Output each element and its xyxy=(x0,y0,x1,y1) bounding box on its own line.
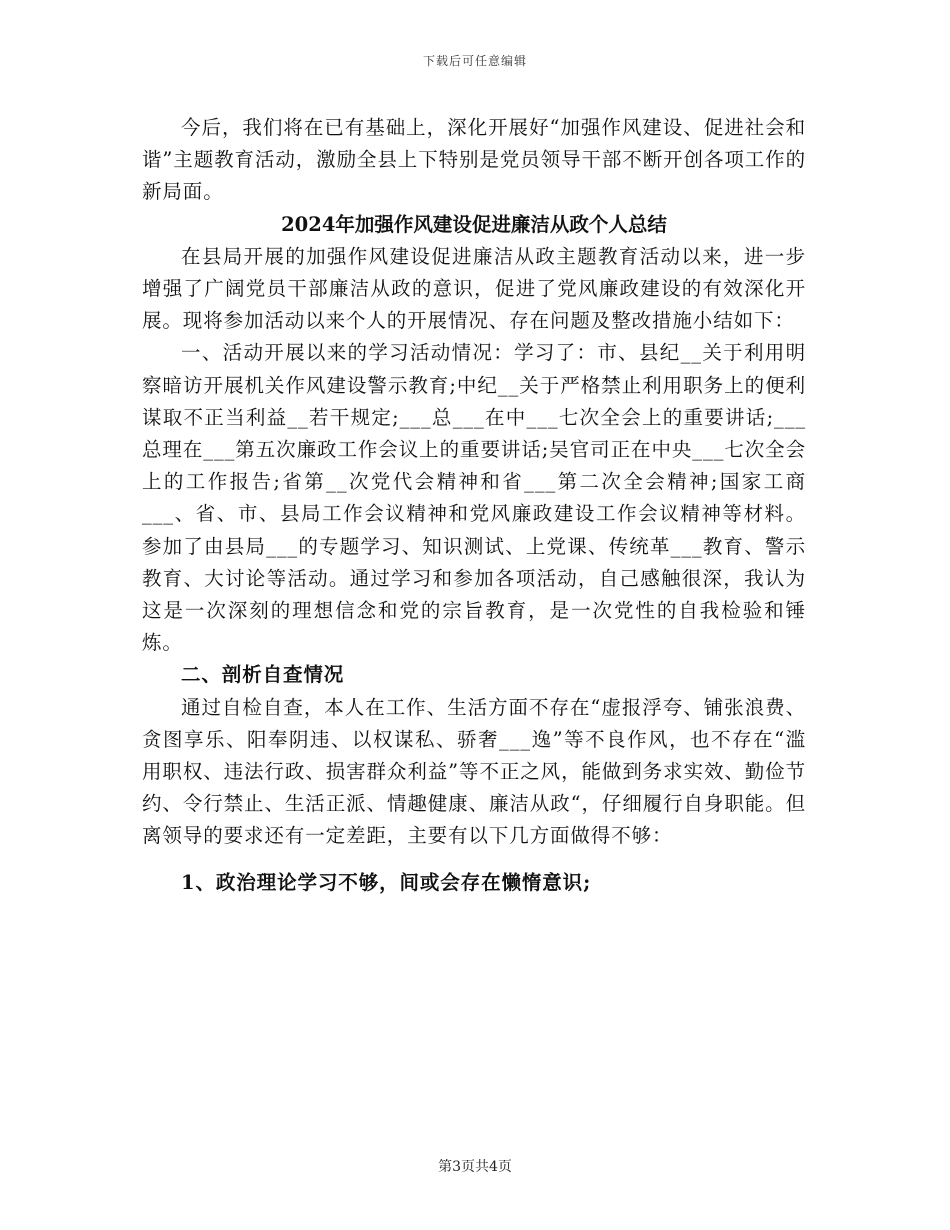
intro-paragraph: 今后，我们将在已有基础上，深化开展好“加强作风建设、促进社会和谐”主题教育活动，激励全县上下特别是党员领导干部不断开创各项工作的新局面。 xyxy=(142,116,806,204)
document-title: 2024年加强作风建设促进廉洁从政个人总结 xyxy=(281,212,667,236)
section-heading-self-inspection: 二、剖析自查情况 xyxy=(181,663,345,687)
page-header-note: 下载后可任意编辑 xyxy=(422,54,527,68)
study-activities-paragraph: 一、活动开展以来的学习活动情况：学习了：市、县纪__关于利用明察暗访开展机关作风建设警示教育;中纪__关于严格禁止利用职务上的便利谋取不正当利益__若干规定;___总___在中___七次全会上的重要讲话;___总理在___第五次廉政工作会议上的重要讲话;吴官司正在中央___七次全会上的工作报告;省第__次党代会精神和省___第二次全会精神;国家工商___、省、市、县局工作会议精神和党风廉政建设工作会议精神等材料。参加了由县局___的专题学习、知识测试、上党课、传统革___教育、警示教育、大讨论等活动。通过学习和参加各项活动，自己感触很深，我认为这是一次深刻的理想信念和党的宗旨教育，是一次党性的自我检验和锤炼。 xyxy=(142,341,806,655)
self-inspection-paragraph: 通过自检自查，本人在工作、生活方面不存在“虚报浮夸、铺张浪费、贪图享乐、阳奉阴违、以权谋私、骄奢___逸”等不良作风，也不存在“滥用职权、违法行政、损害群众利益”等不正之风，能做到务求实效、勤俭节约、令行禁止、生活正派、情趣健康、廉洁从政“，仔细履行自身职能。但离领导的要求还有一定差距，主要有以下几方面做得不够： xyxy=(142,695,806,848)
page-number-footer: 第3页共4页 xyxy=(438,1159,512,1175)
summary-paragraph: 在县局开展的加强作风建设促进廉洁从政主题教育活动以来，进一步增强了广阔党员干部廉洁从政的意识，促进了党风廉政建设的有效深化开展。现将参加活动以来个人的开展情况、存在问题及整改措施小结如下： xyxy=(142,244,806,333)
document-body xyxy=(142,112,806,899)
sub-heading-theory-study: 1、政治理论学习不够，间或会存在懒惰意识; xyxy=(181,870,592,894)
